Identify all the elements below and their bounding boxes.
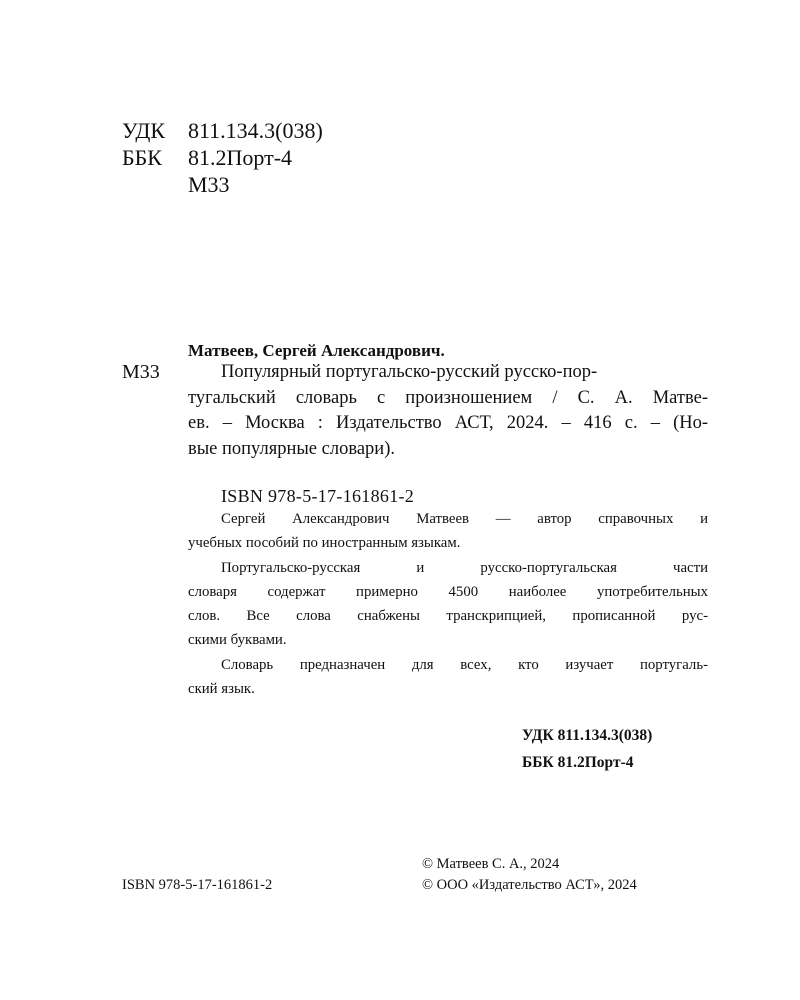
udk-bottom: УДК 811.134.3(038) — [522, 727, 653, 744]
biblio-line: вые популярные словари). — [188, 438, 395, 459]
bibliographic-description — [188, 360, 708, 462]
biblio-line: Популярный португальско-русский русско-пор- — [221, 362, 598, 382]
author-heading: Матвеев, Сергей Александрович. — [188, 341, 445, 360]
udk-code: 811.134.3(038) — [188, 118, 323, 143]
copyright-author: © Матвеев С. А., 2024 — [422, 856, 560, 872]
bbk-label: ББК — [122, 145, 162, 170]
annotation — [188, 507, 708, 701]
annotation-paragraph: Португальско-русская и русско-португальская части словаря содержат примерно 4500 наиболее употребительных слов. Все слова снабжены транскрипцией, прописанной рус- скими буквами. — [188, 559, 708, 649]
isbn-catalog: ISBN 978-5-17-161861-2 — [221, 486, 415, 506]
author-mark-side: М33 — [122, 361, 160, 383]
author-mark-top: М33 — [188, 172, 230, 197]
bbk-code: 81.2Порт-4 — [188, 145, 293, 170]
annotation-paragraph: Словарь предназначен для всех, кто изучает португаль- ский язык. — [188, 656, 708, 698]
isbn-footer: ISBN 978-5-17-161861-2 — [122, 877, 273, 893]
annotation-paragraph: Сергей Александрович Матвеев — автор справочных и учебных пособий по иностранным языкам. — [188, 511, 708, 552]
biblio-line: тугальский словарь с произношением / С. А. Матве- — [188, 387, 708, 408]
bbk-bottom: ББК 81.2Порт-4 — [522, 754, 634, 771]
copyright-publisher: © ООО «Издательство АСТ», 2024 — [422, 877, 637, 893]
udk-label: УДК — [122, 118, 166, 143]
biblio-line: ев. – Москва : Издательство АСТ, 2024. – 416 с. – (Но- — [188, 413, 708, 433]
